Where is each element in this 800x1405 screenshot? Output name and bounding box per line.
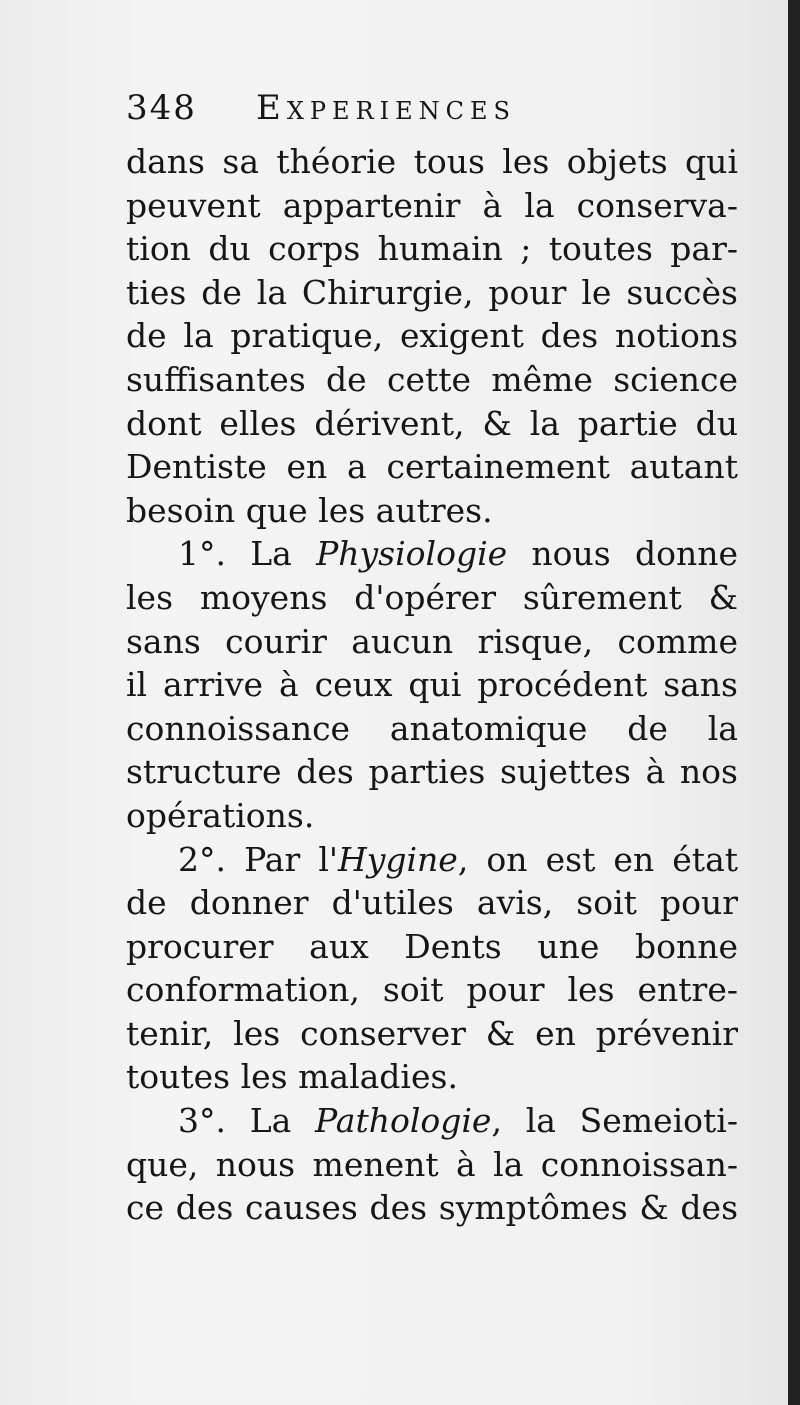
page-header: [126, 88, 738, 140]
text-line: [126, 532, 738, 576]
text-line: que, nous menent à la connoissan-: [126, 1144, 738, 1184]
text-line: dont elles dérivent, & la partie du: [126, 403, 738, 443]
italic-term: Pathologie: [315, 1101, 492, 1141]
page-number: 348: [126, 88, 197, 128]
text-line: peuvent appartenir à la conserva-: [126, 185, 738, 225]
text-line: tenir, les conserver & en prévenir: [126, 1013, 738, 1053]
text-line: procurer aux Dents une bonne: [126, 926, 738, 966]
text-line: les moyens d'opérer sûrement &: [126, 577, 738, 617]
text-block: [126, 88, 738, 1230]
italic-term: Physiologie: [316, 534, 508, 574]
text-line: sans courir aucun risque, comme: [126, 621, 738, 661]
text-line: opérations.: [126, 795, 315, 835]
text-line: tion du corps humain ; toutes par-: [126, 229, 738, 269]
text-line: toutes les maladies.: [126, 1057, 458, 1097]
line-text: 3°. La: [178, 1101, 316, 1141]
text-line: de la pratique, exigent des notions: [126, 316, 738, 356]
text-line: structure des parties sujettes à nos: [126, 752, 738, 792]
text-line: conformation, soit pour les entre-: [126, 970, 738, 1010]
line-text: nous donne: [507, 534, 738, 574]
text-line: connoissance anatomique de la: [126, 708, 738, 748]
line-text: , la Semeioti-: [491, 1101, 738, 1141]
text-line: de donner d'utiles avis, soit pour: [126, 883, 738, 923]
text-line: ties de la Chirurgie, pour le succès: [126, 272, 738, 312]
text-line: besoin que les autres.: [126, 490, 493, 530]
text-line: suffisantes de cette même science: [126, 359, 738, 399]
text-line: ce des causes des symptômes & des: [126, 1188, 738, 1228]
line-text: 1°. La: [178, 534, 317, 574]
italic-term: Hygine: [337, 839, 458, 879]
page-edge-shadow: [788, 0, 800, 1405]
line-text: 2°. Par l': [178, 839, 338, 879]
text-line: [126, 838, 738, 882]
text-line: Dentiste en a certainement autant: [126, 447, 738, 487]
text-line: il arrive à ceux qui procédent sans: [126, 665, 738, 705]
line-text: , on est en état: [457, 839, 739, 879]
page-body: [126, 140, 738, 1230]
text-line: [126, 1099, 738, 1143]
running-title: Experiences: [256, 88, 516, 128]
text-line: dans sa théorie tous les objets qui: [126, 142, 738, 181]
